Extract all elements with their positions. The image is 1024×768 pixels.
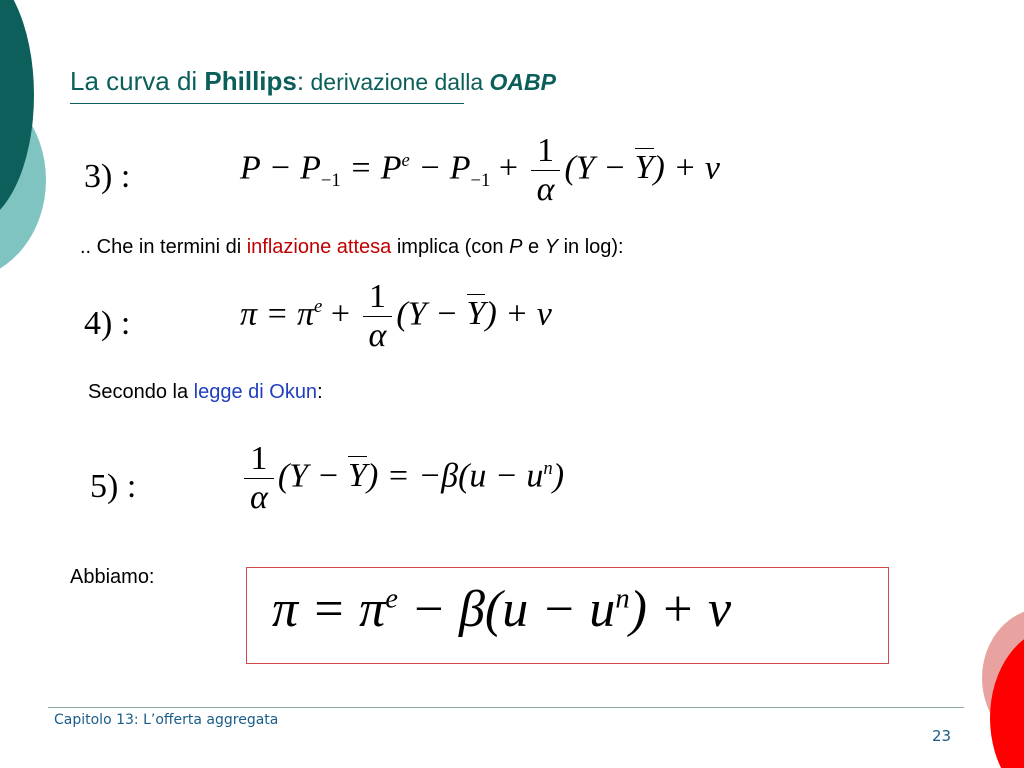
eq3-number: 3) : [84,158,131,195]
text-legge-di-okun: Secondo la legge di Okun: [88,381,323,403]
equation-4: $\pi = \pi^e$ + $\frac{1}{\alpha}$ (Y − Y) + v [240,278,552,354]
title-bold: Phillips [204,66,297,96]
eq4-number: 4) : [84,305,131,342]
result-equation: $\pi = \pi^e - \beta(u - u^n) + v$ [272,581,732,638]
y-bar: Y [348,457,367,495]
footer-chapter: Capitolo 13: L’offerta aggregata [54,712,279,728]
fraction-1-over-alpha: $\frac{1}{\alpha}$ [244,440,274,517]
fraction-1-over-alpha: $\frac{1}{\alpha}$ [363,278,393,355]
slide-title: La curva di Phillips: derivazione dalla OABP [70,66,556,96]
page-number: 23 [932,727,952,745]
right-decoration [964,608,1024,768]
footer-divider [48,707,964,708]
title-italic: OABP [489,69,556,95]
eq5-number: 5) : [90,468,137,505]
equation-3: $P - P_{-1} = P^e - P_{-1}$ + $\frac{1}{\alpha}$ (Y − Y) + v [240,132,720,208]
equation-5: $\frac{1}{\alpha}$ $(Y - Y) = -\beta(u - u^n)$ [240,440,564,517]
title-underline [70,103,464,104]
text-abbiamo: Abbiamo: [70,566,155,588]
fraction-1-over-alpha: $\frac{1}{\alpha}$ [531,132,561,209]
text-inflazione-attesa: .. Che in termini di inflazione attesa implica (con P e Y in log): [80,236,624,258]
y-bar: Y [634,149,654,187]
left-decoration [0,0,60,290]
y-bar: Y [466,295,486,333]
